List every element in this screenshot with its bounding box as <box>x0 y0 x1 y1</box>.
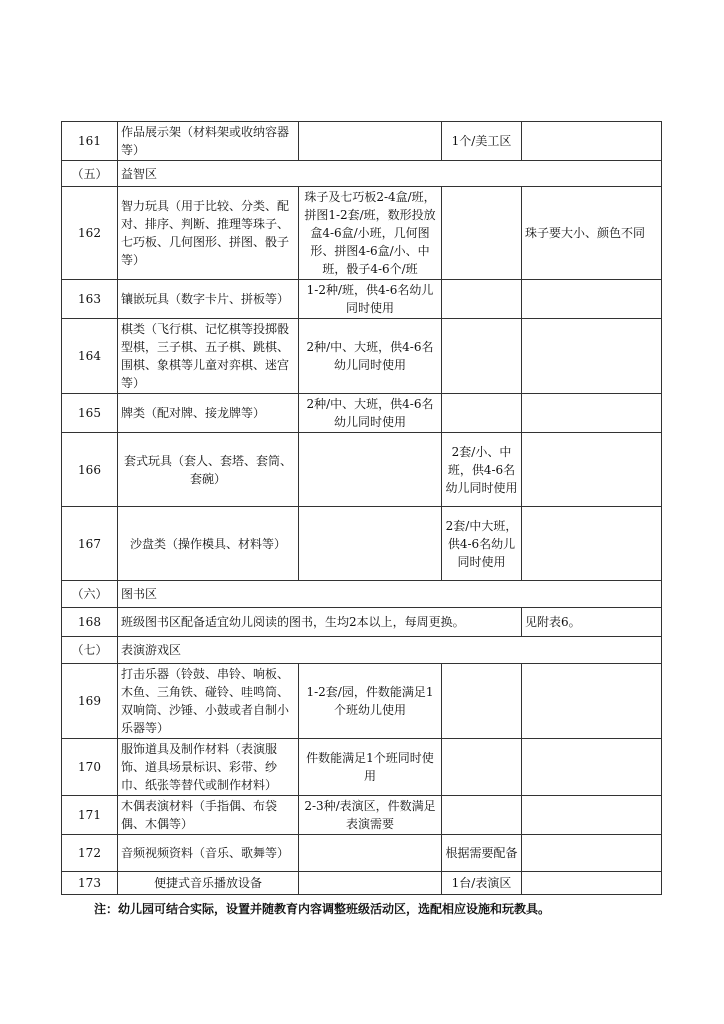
item-note <box>522 394 662 433</box>
row-number: 161 <box>62 122 118 161</box>
item-spec-b <box>442 187 522 280</box>
item-note <box>522 280 662 319</box>
item-spec-b <box>442 319 522 394</box>
row-number: 168 <box>62 608 118 637</box>
item-name: 沙盘类（操作模具、材料等） <box>118 507 299 581</box>
section-title: 图书区 <box>118 581 662 608</box>
row-number: 169 <box>62 664 118 739</box>
item-note <box>522 664 662 739</box>
item-name: 便捷式音乐播放设备 <box>118 872 299 895</box>
item-note <box>522 433 662 507</box>
item-spec-b <box>442 739 522 796</box>
table-row-164 <box>62 319 662 394</box>
equipment-table <box>61 121 662 895</box>
table-row-162 <box>62 187 662 280</box>
item-spec-b: 1个/美工区 <box>442 122 522 161</box>
item-spec-a <box>299 835 442 872</box>
item-spec-a: 2种/中、大班，供4-6名幼儿同时使用 <box>299 394 442 433</box>
table-row-168 <box>62 608 662 637</box>
item-name: 打击乐器（铃鼓、串铃、响板、木鱼、三角铁、碰铃、哇鸣筒、双响筒、沙锤、小鼓或者自制小乐器等） <box>118 664 299 739</box>
item-spec-b <box>442 394 522 433</box>
item-note <box>522 835 662 872</box>
item-note: 珠子要大小、颜色不同 <box>522 187 662 280</box>
table-row-169 <box>62 664 662 739</box>
row-number: 164 <box>62 319 118 394</box>
item-name: 木偶表演材料（手指偶、布袋偶、木偶等） <box>118 796 299 835</box>
item-spec-a: 2-3种/表演区，件数满足表演需要 <box>299 796 442 835</box>
item-note <box>522 796 662 835</box>
item-spec-b: 根据需要配备 <box>442 835 522 872</box>
item-note <box>522 872 662 895</box>
row-number: 173 <box>62 872 118 895</box>
table-row-165 <box>62 394 662 433</box>
item-spec-a: 珠子及七巧板2-4盒/班，拼图1-2套/班，数形投放盒4-6盒/小班，几何图形、拼图4-6盒/小、中班，骰子4-6个/班 <box>299 187 442 280</box>
table-row-163 <box>62 280 662 319</box>
item-note <box>522 122 662 161</box>
section-number: （五） <box>62 161 118 187</box>
item-spec-a: 1-2种/班，供4-6名幼儿同时使用 <box>299 280 442 319</box>
row-number: 170 <box>62 739 118 796</box>
item-spec-b: 2套/小、中班，供4-6名幼儿同时使用 <box>442 433 522 507</box>
section-number: （六） <box>62 581 118 608</box>
item-spec-b: 2套/中大班，供4-6名幼儿同时使用 <box>442 507 522 581</box>
section-title: 益智区 <box>118 161 662 187</box>
item-name: 音频视频资料（音乐、歌舞等） <box>118 835 299 872</box>
section-number: （七） <box>62 637 118 664</box>
item-note <box>522 319 662 394</box>
row-number: 171 <box>62 796 118 835</box>
section-title: 表演游戏区 <box>118 637 662 664</box>
item-note <box>522 507 662 581</box>
item-name: 作品展示架（材料架或收纳容器等） <box>118 122 299 161</box>
table-row-166 <box>62 433 662 507</box>
item-name: 智力玩具（用于比较、分类、配对、排序、判断、推理等珠子、七巧板、几何图形、拼图、骰子等） <box>118 187 299 280</box>
row-number: 172 <box>62 835 118 872</box>
item-spec-a <box>299 122 442 161</box>
table-row-161 <box>62 122 662 161</box>
section-row-5 <box>62 161 662 187</box>
item-spec-a <box>299 433 442 507</box>
table-row-171 <box>62 796 662 835</box>
row-number: 162 <box>62 187 118 280</box>
section-row-7 <box>62 637 662 664</box>
item-spec-a <box>299 872 442 895</box>
item-note <box>522 739 662 796</box>
item-name: 套式玩具（套人、套塔、套筒、套碗） <box>118 433 299 507</box>
row-number: 165 <box>62 394 118 433</box>
table-footnote: 注：幼儿园可结合实际，设置并随教育内容调整班级活动区，选配相应设施和玩教具。 <box>94 902 551 916</box>
item-spec-b: 1台/表演区 <box>442 872 522 895</box>
table-row-172 <box>62 835 662 872</box>
item-name: 服饰道具及制作材料（表演服饰、道具场景标识、彩带、纱巾、纸张等替代或制作材料） <box>118 739 299 796</box>
section-row-6 <box>62 581 662 608</box>
item-note: 见附表6。 <box>522 608 662 637</box>
row-number: 163 <box>62 280 118 319</box>
row-number: 166 <box>62 433 118 507</box>
item-spec-b <box>442 280 522 319</box>
table-row-167 <box>62 507 662 581</box>
item-name: 牌类（配对牌、接龙牌等） <box>118 394 299 433</box>
item-spec-b <box>442 664 522 739</box>
item-name: 镶嵌玩具（数字卡片、拼板等） <box>118 280 299 319</box>
table-row-173 <box>62 872 662 895</box>
row-number: 167 <box>62 507 118 581</box>
item-spec-b <box>442 796 522 835</box>
item-description: 班级图书区配备适宜幼儿阅读的图书，生均2本以上，每周更换。 <box>118 608 522 637</box>
item-spec-a: 1-2套/园，件数能满足1个班幼儿使用 <box>299 664 442 739</box>
table-row-170 <box>62 739 662 796</box>
item-spec-a <box>299 507 442 581</box>
item-name: 棋类（飞行棋、记忆棋等投掷骰型棋，三子棋、五子棋、跳棋、围棋、象棋等儿童对弈棋、迷宫等） <box>118 319 299 394</box>
item-spec-a: 件数能满足1个班同时使用 <box>299 739 442 796</box>
item-spec-a: 2种/中、大班，供4-6名幼儿同时使用 <box>299 319 442 394</box>
